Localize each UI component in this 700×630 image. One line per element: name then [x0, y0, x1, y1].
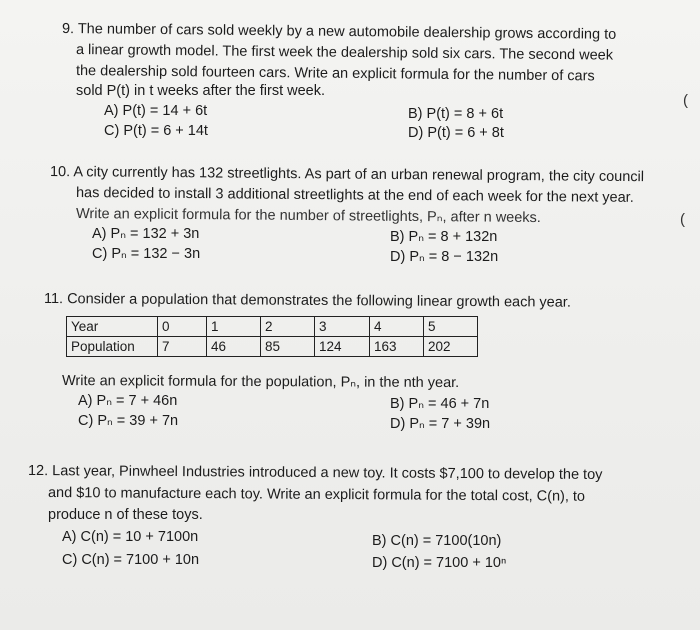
table-header-cell: Year [67, 317, 158, 337]
q9-line-2: a linear growth model. The first week the dealership sold six cars. The second week [75, 42, 614, 64]
table-row [67, 337, 478, 357]
q12-choice-b[interactable]: B) C(n) = 7100(10n) [372, 533, 502, 549]
table-cell: 202 [424, 337, 478, 357]
q10-choice-b[interactable]: B) Pₙ = 8 + 132n [390, 229, 498, 245]
q10-margin-mark: ( [680, 211, 685, 228]
table-cell: 3 [315, 317, 370, 337]
q9-choice-a[interactable]: A) P(t) = 14 + 6t [104, 103, 208, 119]
table-cell: 1 [207, 317, 261, 337]
table-header-cell: Population [67, 337, 158, 357]
q12-line-1: 12. Last year, Pinwheel Industries introduced a new toy. It costs $7,100 to develop the toy [27, 463, 603, 484]
table-cell: 7 [158, 337, 207, 357]
q12-choice-a[interactable]: A) C(n) = 10 + 7100n [62, 529, 199, 545]
table-cell: 4 [370, 317, 424, 337]
q11-choice-a[interactable]: A) Pₙ = 7 + 46n [78, 393, 178, 409]
q11-choice-d[interactable]: D) Pₙ = 7 + 39n [390, 416, 491, 432]
table-cell: 46 [207, 337, 261, 357]
table-cell: 2 [261, 317, 315, 337]
population-table [66, 316, 478, 357]
table-cell: 0 [158, 317, 207, 337]
q11-choice-b[interactable]: B) Pₙ = 46 + 7n [390, 396, 490, 412]
q12-choice-c[interactable]: C) C(n) = 7100 + 10n [62, 552, 200, 568]
table-row [67, 317, 478, 337]
q9-choice-d[interactable]: D) P(t) = 6 + 8t [408, 125, 504, 141]
q12-choice-d[interactable]: D) C(n) = 7100 + 10ⁿ [372, 555, 507, 571]
q9-choice-c[interactable]: C) P(t) = 6 + 14t [104, 123, 208, 139]
q10-choice-c[interactable]: C) Pₙ = 132 − 3n [92, 246, 201, 262]
q10-choice-d[interactable]: D) Pₙ = 8 − 132n [390, 249, 499, 265]
q10-line-2: has decided to install 3 additional streetlights at the end of each week for the next year. [75, 185, 634, 206]
q10-line-1: 10. A city currently has 132 streetlights. As part of an urban renewal program, the city council [49, 164, 645, 186]
q10-choice-a[interactable]: A) Pₙ = 132 + 3n [92, 226, 200, 242]
table-cell: 124 [315, 337, 370, 357]
q12-line-2: and $10 to manufacture each toy. Write an explicit formula for the total cost, C(n), to [47, 485, 586, 505]
q9-line-4: sold P(t) in t weeks after the first week. [76, 83, 326, 99]
table-cell: 85 [261, 337, 315, 357]
q9-line-1: 9. The number of cars sold weekly by a new automobile dealership grows according to [61, 21, 617, 43]
q12-line-3: produce n of these toys. [48, 507, 203, 523]
q11-prompt: Write an explicit formula for the population, Pₙ, in the nth year. [61, 373, 460, 392]
table-cell: 163 [370, 337, 424, 357]
table-cell: 5 [424, 317, 478, 337]
q11-choice-c[interactable]: C) Pₙ = 39 + 7n [78, 413, 179, 429]
q9-line-3: the dealership sold fourteen cars. Write an explicit formula for the number of cars [75, 63, 595, 85]
q10-line-3: Write an explicit formula for the number of streetlights, Pₙ, after n weeks. [75, 206, 541, 227]
q11-intro: 11. Consider a population that demonstrates the following linear growth each year. [43, 291, 571, 311]
q9-margin-mark: ( [683, 92, 688, 109]
q9-choice-b[interactable]: B) P(t) = 8 + 6t [408, 106, 504, 122]
